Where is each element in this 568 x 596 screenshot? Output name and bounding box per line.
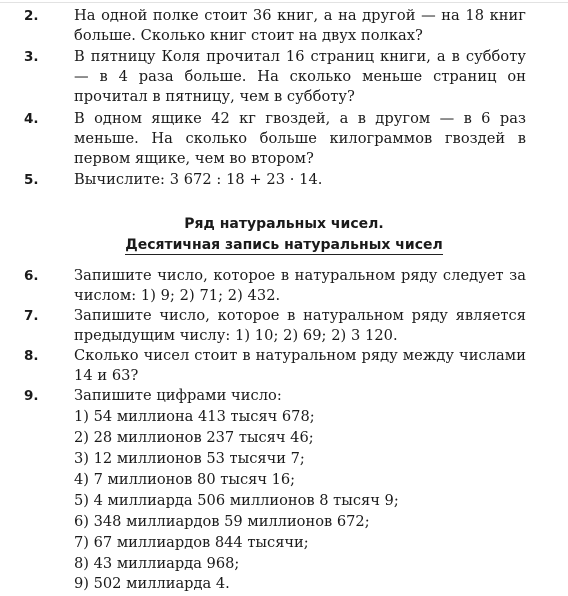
problem-number: 3.	[24, 49, 39, 65]
list-item: 2) 28 миллионов 237 тысяч 46;	[74, 429, 314, 446]
list-item: 8) 43 миллиарда 968;	[74, 555, 240, 572]
cropped-top-line	[0, 0, 568, 3]
problem-number: 4.	[24, 111, 39, 127]
problem-text: Вычислите: 3 672 : 18 + 23 · 14.	[74, 171, 323, 188]
list-item: 9) 502 миллиарда 4.	[74, 575, 230, 592]
section-title-line-1: Ряд натуральных чисел.	[184, 216, 384, 232]
problem-number: 2.	[24, 8, 39, 24]
problem-text: На одной полке стоит 36 книг, а на другой — на 18 книг больше. Сколько книг стоит на двух полках?	[74, 7, 526, 44]
problem-number: 6.	[24, 268, 39, 284]
problem-text: Сколько чисел стоит в натуральном ряду между числами 14 и 63?	[74, 347, 526, 384]
problem-text: Запишите число, которое в натуральном ряду следует за числом: 1) 9; 2) 71; 2) 432.	[74, 267, 526, 304]
problem-text: Запишите число, которое в натуральном ряду является предыдущим числу: 1) 10; 2) 69; 2) 3 120.	[74, 307, 526, 344]
problem-text: Запишите цифрами число:	[74, 387, 282, 404]
problem-number: 9.	[24, 388, 39, 404]
section-title-line-2: Десятичная запись натуральных чисел	[125, 237, 443, 253]
list-item: 6) 348 миллиардов 59 миллионов 672;	[74, 513, 370, 530]
list-item: 1) 54 миллиона 413 тысяч 678;	[74, 408, 315, 425]
problem-text: В одном ящике 42 кг гвоздей, а в другом — в 6 раз меньше. На сколько больше килограммов гвоздей в первом ящике, чем во втором?	[74, 110, 526, 167]
list-item: 3) 12 миллионов 53 тысячи 7;	[74, 450, 305, 467]
section-heading	[0, 214, 568, 256]
list-item: 7) 67 миллиардов 844 тысячи;	[74, 534, 309, 551]
problem-number: 7.	[24, 308, 39, 324]
problem-number: 5.	[24, 172, 39, 188]
list-item: 5) 4 миллиарда 506 миллионов 8 тысяч 9;	[74, 492, 399, 509]
problem-text: В пятницу Коля прочитал 16 страниц книги, а в субботу — в 4 раза больше. На сколько меньше страниц он прочитал в пятницу, чем в субботу?	[74, 48, 526, 105]
list-item: 4) 7 миллионов 80 тысяч 16;	[74, 471, 296, 488]
problem-number: 8.	[24, 348, 39, 364]
